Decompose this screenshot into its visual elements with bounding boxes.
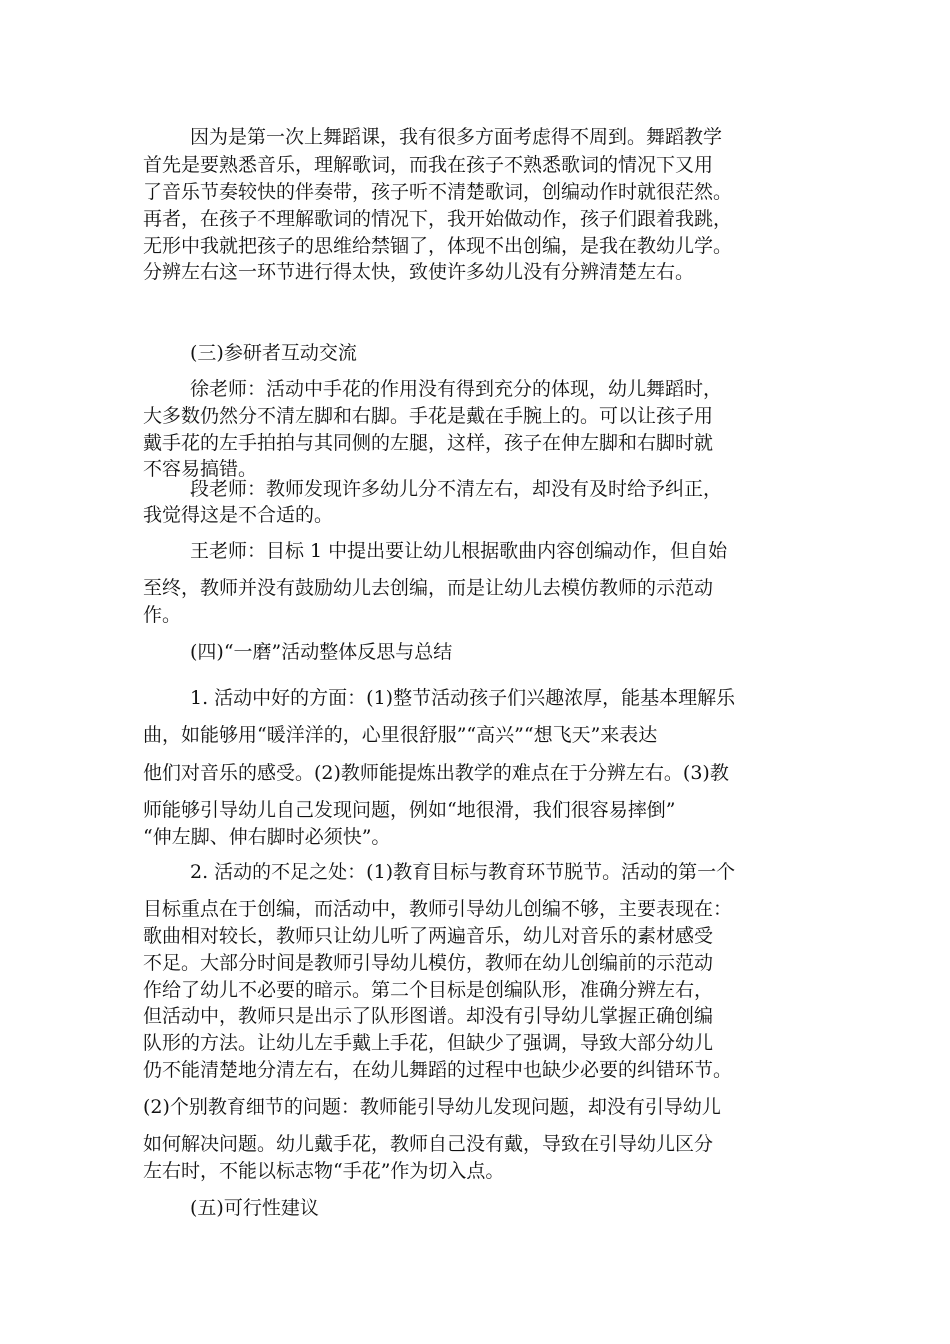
paragraph-line: 了音乐节奏较快的伴奏带，孩子听不清楚歌词，创编动作时就很茫然。 — [143, 181, 733, 203]
paragraph-line: (2)个别教育细节的问题：教师能引导幼儿发现问题，却没有引导幼儿 — [143, 1096, 721, 1118]
paragraph-line: 曲，如能够用“暖洋洋的，心里很舒服”“高兴”“想飞天”来表达 — [143, 724, 658, 746]
paragraph-line: 1. 活动中好的方面：(1)整节活动孩子们兴趣浓厚，能基本理解乐 — [190, 687, 736, 709]
paragraph-line: 不容易搞错。 — [143, 458, 258, 480]
paragraph-line: 戴手花的左手拍拍与其同侧的左腿，这样，孩子在伸左脚和右脚时就 — [143, 432, 714, 454]
paragraph-line: “伸左脚、伸右脚时必须快”。 — [143, 826, 391, 848]
paragraph-line: 无形中我就把孩子的思维给禁锢了，体现不出创编，是我在教幼儿学。 — [143, 235, 733, 257]
paragraph-line: 2. 活动的不足之处：(1)教育目标与教育环节脱节。活动的第一个 — [190, 861, 736, 883]
paragraph-line: 他们对音乐的感受。(2)教师能提炼出教学的难点在于分辨左右。(3)教 — [143, 762, 729, 784]
paragraph-line: 作。 — [143, 604, 182, 626]
paragraph-line: 再者，在孩子不理解歌词的情况下，我开始做动作，孩子们跟着我跳， — [143, 208, 733, 230]
section-heading-5: (五)可行性建议 — [190, 1197, 319, 1219]
paragraph-line: 如何解决问题。幼儿戴手花，教师自己没有戴，导致在引导幼儿区分 — [143, 1133, 714, 1155]
paragraph-line: 首先是要熟悉音乐，理解歌词，而我在孩子不熟悉歌词的情况下又用 — [143, 154, 714, 176]
paragraph-line: 因为是第一次上舞蹈课，我有很多方面考虑得不周到。舞蹈教学 — [190, 126, 723, 148]
section-heading-3: (三)参研者互动交流 — [190, 342, 357, 364]
paragraph-line: 作给了幼儿不必要的暗示。第二个目标是创编队形，准确分辨左右， — [143, 979, 714, 1001]
paragraph-line: 王老师：目标 1 中提出要让幼儿根据歌曲内容创编动作，但自始 — [190, 540, 728, 562]
paragraph-line: 左右时，不能以标志物“手花”作为切入点。 — [143, 1160, 505, 1182]
paragraph-line: 目标重点在于创编，而活动中，教师引导幼儿创编不够，主要表现在： — [143, 898, 733, 920]
paragraph-line: 歌曲相对较长，教师只让幼儿听了两遍音乐，幼儿对音乐的素材感受 — [143, 925, 714, 947]
paragraph-line: 不足。大部分时间是教师引导幼儿模仿，教师在幼儿创编前的示范动 — [143, 952, 714, 974]
paragraph-line: 队形的方法。让幼儿左手戴上手花，但缺少了强调，导致大部分幼儿 — [143, 1032, 714, 1054]
paragraph-line: 师能够引导幼儿自己发现问题，例如“地很滑，我们很容易摔倒” — [143, 799, 676, 821]
paragraph-line: 段老师：教师发现许多幼儿分不清左右，却没有及时给予纠正， — [190, 478, 723, 500]
section-heading-4: (四)“一磨”活动整体反思与总结 — [190, 641, 453, 663]
paragraph-line: 我觉得这是不合适的。 — [143, 504, 334, 526]
paragraph-line: 仍不能清楚地分清左右，在幼儿舞蹈的过程中也缺少必要的纠错环节。 — [143, 1059, 733, 1081]
paragraph-line: 但活动中，教师只是出示了队形图谱。却没有引导幼儿掌握正确创编 — [143, 1005, 714, 1027]
paragraph-line: 大多数仍然分不清左脚和右脚。手花是戴在手腕上的。可以让孩子用 — [143, 405, 714, 427]
paragraph-line: 至终，教师并没有鼓励幼儿去创编，而是让幼儿去模仿教师的示范动 — [143, 577, 714, 599]
paragraph-line: 徐老师：活动中手花的作用没有得到充分的体现，幼儿舞蹈时， — [190, 378, 723, 400]
paragraph-line: 分辨左右这一环节进行得太快，致使许多幼儿没有分辨清楚左右。 — [143, 261, 695, 283]
